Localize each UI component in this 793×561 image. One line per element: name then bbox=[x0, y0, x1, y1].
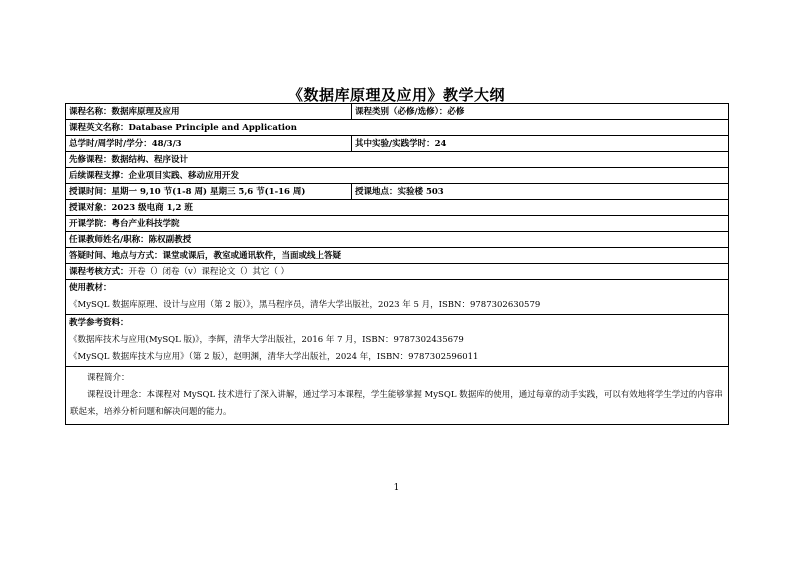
assessment-label: 课程考核方式： bbox=[69, 266, 129, 277]
course-name-cell bbox=[66, 104, 352, 120]
hours-value: 48/3/3 bbox=[151, 138, 182, 149]
references-label: 教学参考资料： bbox=[69, 318, 129, 328]
college-value: 粤台产业科技学院 bbox=[111, 218, 180, 229]
row-course-name bbox=[66, 104, 729, 120]
row-class-time bbox=[66, 184, 729, 200]
follow-up-value: 企业项目实践、移动应用开发 bbox=[128, 170, 240, 181]
course-type-label: 课程类别（必修/选修）： bbox=[355, 106, 448, 117]
class-time-value: 星期一 9,10 节(1-8 周) 星期三 5,6 节(1-16 周) bbox=[111, 186, 306, 197]
teacher-value: 陈权副教授 bbox=[148, 234, 192, 245]
hours-label: 总学时/周学时/学分： bbox=[69, 138, 152, 149]
row-qa bbox=[66, 248, 729, 264]
intro-body: 课程设计理念：本课程对 MySQL 技术进行了深入讲解，通过学习本课程，学生能够掌握 MySQL 数据库的使用，通过每章的动手实践，可以有效地将学生学过的内容串联起来，培养分析问题和解决问题的能力。 bbox=[70, 390, 723, 417]
location-label: 授课地点： bbox=[355, 186, 398, 197]
row-textbook bbox=[66, 280, 729, 315]
textbook-item: 《MySQL 数据库原理、设计与应用（第 2 版）》，黑马程序员，清华大学出版社，2023 年 5 月，ISBN：9787302630579 bbox=[69, 300, 541, 310]
course-type-cell bbox=[352, 104, 729, 120]
prerequisite-value: 数据结构、程序设计 bbox=[111, 154, 189, 165]
row-intro bbox=[66, 367, 729, 425]
course-type-value: 必修 bbox=[447, 106, 465, 117]
location-value: 实验楼 503 bbox=[397, 186, 444, 197]
textbook-label: 使用教材： bbox=[69, 283, 112, 293]
syllabus-table bbox=[65, 103, 729, 425]
page-number: 1 bbox=[393, 483, 400, 493]
prerequisite-label: 先修课程： bbox=[69, 154, 112, 165]
audience-value: 2023 级电商 1,2 班 bbox=[111, 202, 193, 213]
teacher-label: 任课教师姓名/职称： bbox=[69, 234, 149, 245]
reference-item-1: 《数据库技术与应用(MySQL 版)》，李辉，清华大学出版社，2016 年 7 月，ISBN：9787302435679 bbox=[69, 335, 464, 345]
qa-label: 答疑时间、地点与方式： bbox=[69, 250, 163, 261]
row-audience bbox=[66, 200, 729, 216]
audience-label: 授课对象： bbox=[69, 202, 112, 213]
row-college bbox=[66, 216, 729, 232]
assessment-value: 开卷（）闭卷（v）课程论文（）其它（ ） bbox=[128, 266, 290, 277]
row-teacher bbox=[66, 232, 729, 248]
row-assessment bbox=[66, 264, 729, 280]
lab-hours-label: 其中实验/实践学时： bbox=[355, 138, 435, 149]
row-references bbox=[66, 315, 729, 367]
lab-hours-value: 24 bbox=[434, 138, 447, 149]
college-label: 开课学院： bbox=[69, 218, 112, 229]
row-follow-up bbox=[66, 168, 729, 184]
intro-heading: 课程简介： bbox=[87, 373, 130, 383]
row-hours bbox=[66, 136, 729, 152]
document-title: 《数据库原理及应用》教学大纲 bbox=[287, 86, 505, 104]
row-english-name bbox=[66, 120, 729, 136]
course-name-value: 数据库原理及应用 bbox=[111, 106, 180, 117]
follow-up-label: 后续课程支撑： bbox=[69, 170, 129, 181]
english-name-label: 课程英文名称： bbox=[69, 122, 129, 133]
class-time-label: 授课时间： bbox=[69, 186, 112, 197]
english-name-value: Database Principle and Application bbox=[128, 122, 297, 133]
reference-item-2: 《MySQL 数据库技术与应用》（第 2 版），赵明渊，清华大学出版社，2024 年，ISBN：9787302596011 bbox=[69, 352, 479, 362]
qa-value: 课堂或课后，教室或通讯软件，当面或线上答疑 bbox=[162, 250, 342, 261]
row-prerequisite bbox=[66, 152, 729, 168]
course-name-label: 课程名称： bbox=[69, 106, 112, 117]
